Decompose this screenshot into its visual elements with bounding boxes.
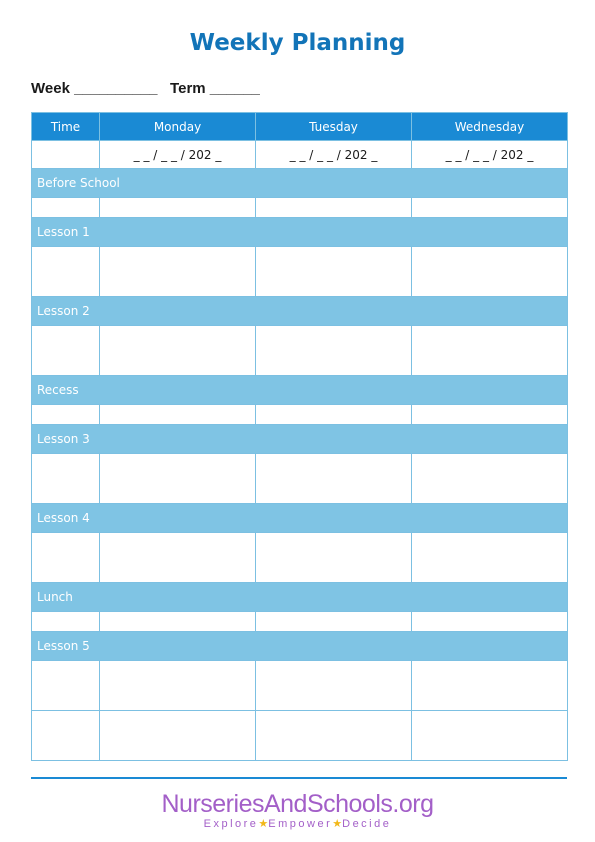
section-label: Lesson 5 — [32, 632, 568, 661]
monday-cell[interactable] — [100, 661, 256, 711]
table-row — [32, 533, 568, 583]
column-header-wednesday: Wednesday — [412, 113, 568, 141]
table-row — [32, 405, 568, 425]
star-icon: ★ — [332, 818, 343, 830]
wednesday-cell[interactable] — [412, 612, 568, 632]
week-term-line — [31, 80, 260, 97]
tuesday-cell[interactable] — [256, 533, 412, 583]
time-cell[interactable] — [32, 711, 100, 761]
planning-table — [31, 112, 568, 761]
column-header-time: Time — [32, 113, 100, 141]
time-cell[interactable] — [32, 533, 100, 583]
wednesday-cell[interactable] — [412, 454, 568, 504]
time-cell[interactable] — [32, 198, 100, 218]
wednesday-cell[interactable] — [412, 405, 568, 425]
section-label: Lesson 1 — [32, 218, 568, 247]
wednesday-cell[interactable] — [412, 247, 568, 297]
date-row — [32, 141, 568, 169]
tuesday-cell[interactable] — [256, 405, 412, 425]
table-row — [32, 247, 568, 297]
date-cell-time — [32, 141, 100, 169]
week-label: Week — [31, 80, 70, 97]
term-label: Term — [170, 80, 206, 97]
tuesday-cell[interactable] — [256, 661, 412, 711]
term-blank[interactable]: ______ — [209, 80, 260, 97]
wednesday-cell[interactable] — [412, 198, 568, 218]
monday-cell[interactable] — [100, 326, 256, 376]
section-band-lesson-3 — [32, 425, 568, 454]
monday-cell[interactable] — [100, 247, 256, 297]
table-row — [32, 454, 568, 504]
tuesday-cell[interactable] — [256, 326, 412, 376]
table-row — [32, 661, 568, 711]
wednesday-cell[interactable] — [412, 661, 568, 711]
monday-cell[interactable] — [100, 612, 256, 632]
section-band-lesson-4 — [32, 504, 568, 533]
section-label: Lesson 3 — [32, 425, 568, 454]
wednesday-cell[interactable] — [412, 711, 568, 761]
tuesday-cell[interactable] — [256, 198, 412, 218]
page-title: Weekly Planning — [189, 30, 406, 56]
logo-name: NurseriesAndSchools.org — [161, 790, 434, 818]
section-label: Recess — [32, 376, 568, 405]
time-cell[interactable] — [32, 326, 100, 376]
date-cell-monday[interactable]: _ _ / _ _ / 202 _ — [100, 141, 256, 169]
tagline-decide: Decide — [342, 818, 392, 830]
section-band-lesson-2 — [32, 297, 568, 326]
section-label: Lesson 2 — [32, 297, 568, 326]
logo-tagline — [0, 817, 595, 830]
star-icon: ★ — [258, 818, 269, 830]
section-band-lesson-1 — [32, 218, 568, 247]
column-header-tuesday: Tuesday — [256, 113, 412, 141]
table-row — [32, 326, 568, 376]
tuesday-cell[interactable] — [256, 247, 412, 297]
week-blank[interactable]: __________ — [74, 80, 158, 97]
section-label: Lesson 4 — [32, 504, 568, 533]
header-row — [32, 113, 568, 141]
time-cell[interactable] — [32, 661, 100, 711]
tagline-empower: Empower — [268, 818, 333, 830]
date-cell-wednesday[interactable]: _ _ / _ _ / 202 _ — [412, 141, 568, 169]
section-label: Before School — [32, 169, 568, 198]
monday-cell[interactable] — [100, 711, 256, 761]
tuesday-cell[interactable] — [256, 711, 412, 761]
section-band-lunch — [32, 583, 568, 612]
footer-divider — [31, 777, 567, 779]
column-header-monday: Monday — [100, 113, 256, 141]
monday-cell[interactable] — [100, 198, 256, 218]
time-cell[interactable] — [32, 247, 100, 297]
table-row — [32, 612, 568, 632]
wednesday-cell[interactable] — [412, 326, 568, 376]
section-band-before-school — [32, 169, 568, 198]
table-row — [32, 711, 568, 761]
site-logo — [0, 790, 595, 830]
wednesday-cell[interactable] — [412, 533, 568, 583]
tagline-explore: Explore — [203, 818, 259, 830]
monday-cell[interactable] — [100, 454, 256, 504]
tuesday-cell[interactable] — [256, 612, 412, 632]
time-cell[interactable] — [32, 612, 100, 632]
time-cell[interactable] — [32, 405, 100, 425]
table-row — [32, 198, 568, 218]
section-label: Lunch — [32, 583, 568, 612]
section-band-lesson-5 — [32, 632, 568, 661]
tuesday-cell[interactable] — [256, 454, 412, 504]
time-cell[interactable] — [32, 454, 100, 504]
date-cell-tuesday[interactable]: _ _ / _ _ / 202 _ — [256, 141, 412, 169]
monday-cell[interactable] — [100, 533, 256, 583]
monday-cell[interactable] — [100, 405, 256, 425]
section-band-recess — [32, 376, 568, 405]
